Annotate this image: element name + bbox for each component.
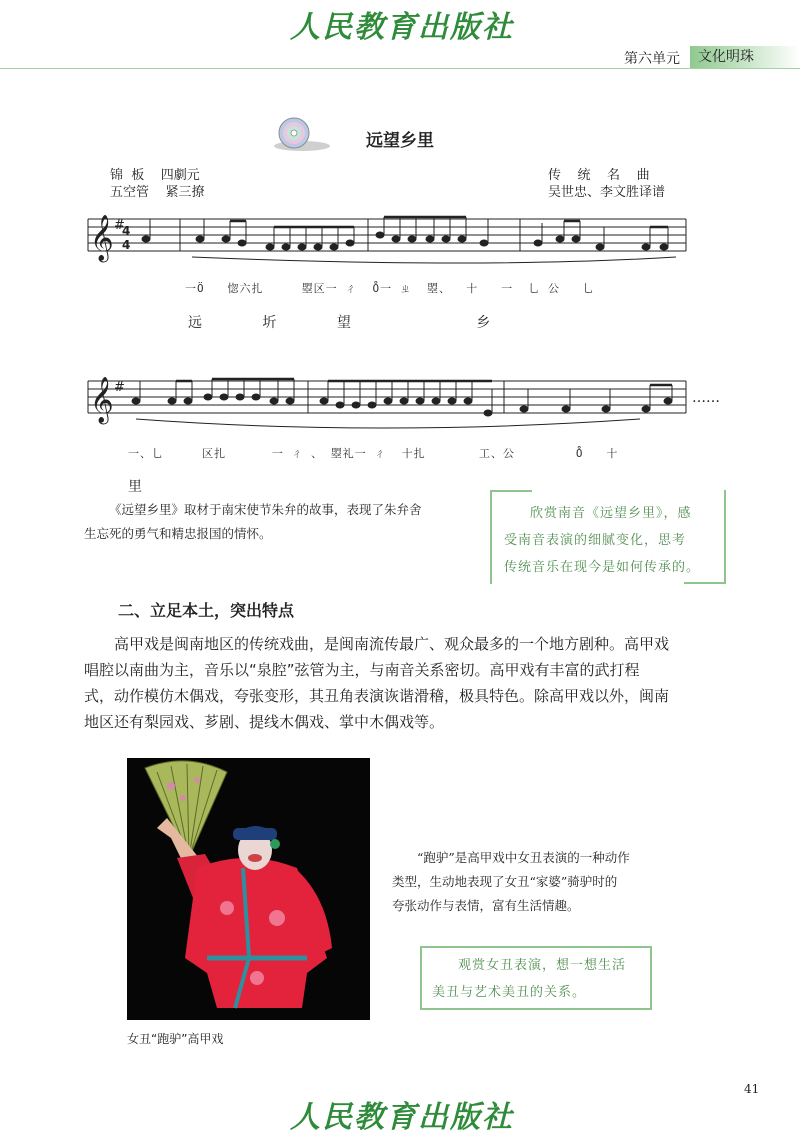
header-divider xyxy=(0,68,800,69)
notation-row-2: 一、乚 区扎 一 ㄔ 、 曌礼一 ㄔ 十扎 工、公 O̊ 十 xyxy=(128,447,619,460)
photo-caption: 女丑“跑驴”高甲戏 xyxy=(127,1032,224,1046)
unit-name-tab: 文化明珠 xyxy=(690,46,800,68)
photo-desc-line-1: “跑驴”是高甲戏中女丑表演的一种动作 xyxy=(417,850,630,865)
section-heading: 二、立足本土，突出特点 xyxy=(118,601,295,620)
svg-text:#: # xyxy=(114,218,125,233)
score-meta-left-1: 锦 板 四劇元 xyxy=(110,168,200,183)
notation-row-1: 一Ö 惚六扎 曌区一 ㄔ O̊一 ㄓ 曌、 十 一 乚 公 乚 xyxy=(185,282,595,295)
section-paragraph xyxy=(84,631,744,735)
tip-box-2-bottom-line xyxy=(422,1008,650,1010)
song-title: 远望乡里 xyxy=(366,131,434,151)
cd-icon xyxy=(272,116,332,152)
page-number: 41 xyxy=(744,1082,760,1096)
song-caption xyxy=(84,498,484,546)
publisher-logo-top: 人民教育出版社 xyxy=(290,10,514,45)
unit-label: 第六单元 xyxy=(624,51,680,67)
music-staff-1 xyxy=(80,205,690,270)
para-line-1: 高甲戏是闽南地区的传统戏曲，是闽南流传最广、观众最多的一个地方剧种。高甲戏 xyxy=(114,635,670,653)
tip-2-line-1: 观赏女丑表演，想一想生活 xyxy=(458,958,627,973)
para-line-4: 地区还有梨园戏、芗剧、提线木偶戏、掌中木偶戏等。 xyxy=(84,713,445,731)
music-staff-2 xyxy=(80,367,690,432)
tip-2-line-2: 美丑与艺术美丑的关系。 xyxy=(432,985,587,1000)
svg-text:#: # xyxy=(114,380,125,395)
photo-desc-line-2: 类型，生动地表现了女丑“家婆”骑驴时的 xyxy=(392,874,618,889)
photo-description xyxy=(392,846,692,918)
publisher-logo-bottom: 人民教育出版社 xyxy=(290,1100,514,1135)
svg-text:𝄞: 𝄞 xyxy=(90,377,114,423)
tip-box-2 xyxy=(420,946,652,1010)
svg-text:𝄞: 𝄞 xyxy=(90,215,114,261)
song-caption-line-2: 生忘死的勇气和精忠报国的情怀。 xyxy=(84,526,272,541)
tip-box-1 xyxy=(490,490,726,584)
tip-1-line-1: 欣赏南音《远望乡里》，感 xyxy=(530,506,692,521)
tip-1-line-2: 受南音表演的细腻变化，思考 xyxy=(504,533,687,548)
score-meta-left-2: 五空管 紧三撩 xyxy=(110,185,205,200)
score-ellipsis: …… xyxy=(692,390,720,406)
lyric-line-2: 里 xyxy=(128,479,170,495)
para-line-3: 式，动作模仿木偶戏，夸张变形，其丑角表演诙谐滑稽，极具特色。除高甲戏以外，闽南 xyxy=(84,687,670,705)
song-caption-line-1: 《远望乡里》取材于南宋使节朱弁的故事，表现了朱弁舍 xyxy=(109,502,422,517)
lyric-line-1: 远 圻 望 乡 xyxy=(188,315,519,331)
gaojia-opera-photo xyxy=(127,758,370,1020)
para-line-2: 唱腔以南曲为主，音乐以“泉腔”弦管为主，与南音关系密切。高甲戏有丰富的武打程 xyxy=(84,661,640,679)
tip-box-1-top-line xyxy=(492,490,532,492)
photo-desc-line-3: 夸张动作与表情，富有生活情趣。 xyxy=(392,898,580,913)
tip-1-line-3: 传统音乐在现今是如何传承的。 xyxy=(504,560,701,575)
tip-box-2-top-line xyxy=(422,946,650,948)
svg-text:4: 4 xyxy=(122,224,131,238)
score-meta-right-1: 传 统 名 曲 xyxy=(548,168,650,183)
score-meta-right-2: 吴世忠、李文胜译谱 xyxy=(548,185,666,200)
svg-text:4: 4 xyxy=(122,238,131,252)
tip-box-1-bottom-line xyxy=(684,582,724,584)
